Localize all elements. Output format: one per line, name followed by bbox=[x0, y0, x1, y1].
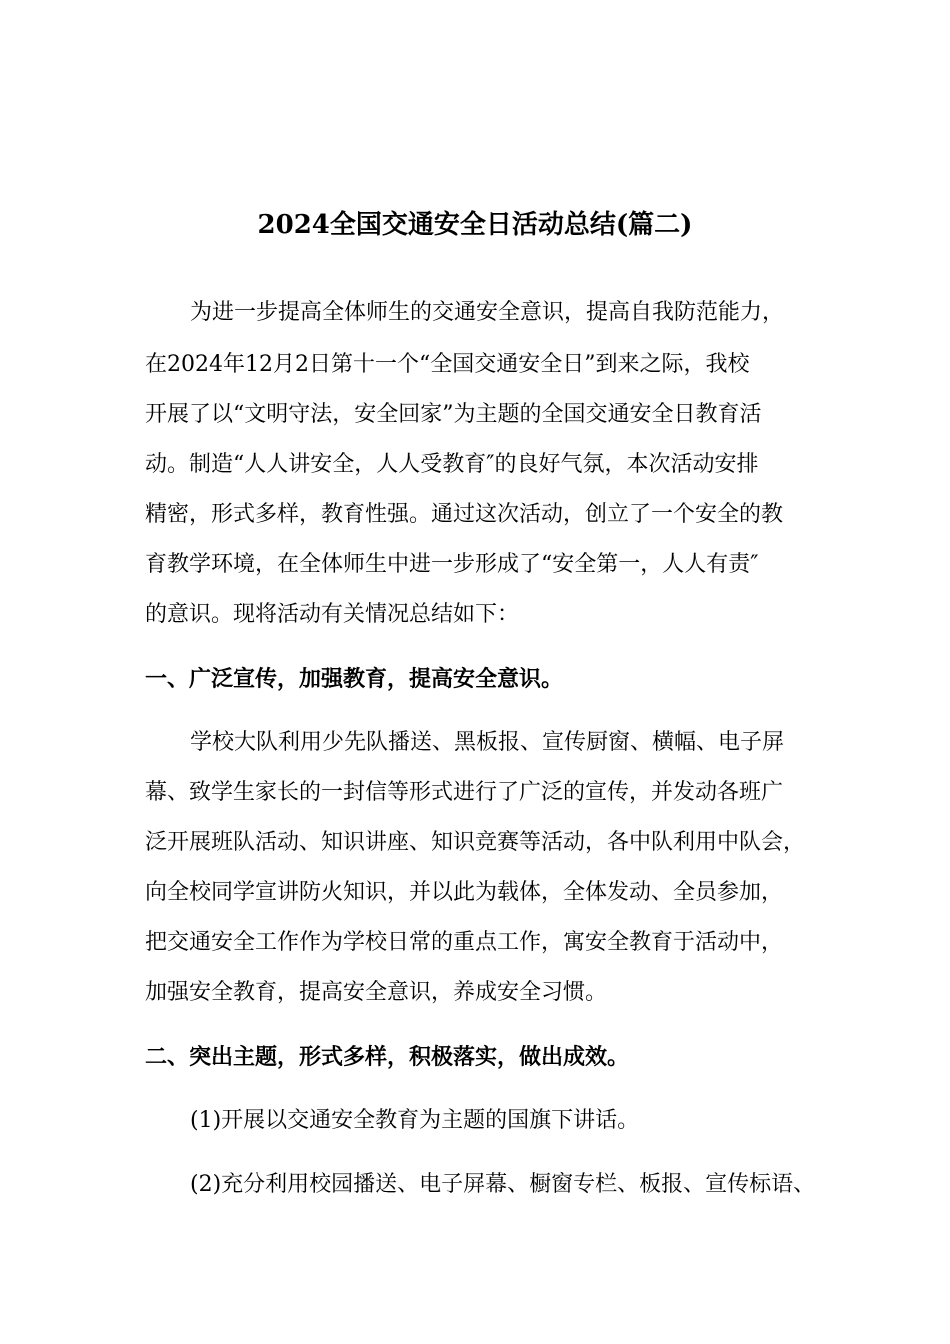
section-1-heading: 一、广泛宣传，加强教育，提高安全意识。 bbox=[145, 666, 564, 692]
intro-line-3: 开展了以“文明守法，安全回家”为主题的全国交通安全日教育活 bbox=[145, 402, 762, 427]
intro-line-7: 的意识。现将活动有关情况总结如下： bbox=[145, 602, 520, 627]
section-1-line-3: 泛开展班队活动、知识讲座、知识竞赛等活动，各中队利用中队会， bbox=[145, 830, 806, 855]
intro-line-5: 精密，形式多样，教育性强。通过这次活动，创立了一个安全的教 bbox=[145, 502, 784, 527]
section-2-heading: 二、突出主题，形式多样，积极落实，做出成效。 bbox=[145, 1044, 630, 1070]
intro-line-1: 为进一步提高全体师生的交通安全意识，提高自我防范能力， bbox=[190, 300, 785, 325]
intro-line-2: 在2024年12月2日第十一个“全国交通安全日”到来之际，我校 bbox=[145, 352, 750, 377]
section-1-line-4: 向全校同学宣讲防火知识，并以此为载体，全体发动、全员参加， bbox=[145, 880, 784, 905]
section-2-item-1: (1)开展以交通安全教育为主题的国旗下讲话。 bbox=[190, 1108, 640, 1133]
section-1-line-1: 学校大队利用少先队播送、黑板报、宣传厨窗、横幅、电子屏 bbox=[190, 730, 785, 755]
document-title: 2024全国交通安全日活动总结(篇二) bbox=[257, 210, 693, 240]
section-2-item-2: (2)充分利用校园播送、电子屏幕、橱窗专栏、板报、宣传标语、 bbox=[190, 1172, 816, 1197]
intro-line-4: 动。制造“人人讲安全，人人受教育″的良好气氛，本次活动安排 bbox=[145, 452, 759, 477]
intro-line-6: 育教学环境，在全体师生中进一步形成了“安全第一，人人有责″ bbox=[145, 552, 759, 577]
section-1-line-6: 加强安全教育，提高安全意识，养成安全习惯。 bbox=[145, 980, 608, 1005]
section-1-line-5: 把交通安全工作作为学校日常的重点工作，寓安全教育于活动中， bbox=[145, 930, 784, 955]
section-1-line-2: 幕、致学生家长的一封信等形式进行了广泛的宣传，并发动各班广 bbox=[145, 780, 784, 805]
